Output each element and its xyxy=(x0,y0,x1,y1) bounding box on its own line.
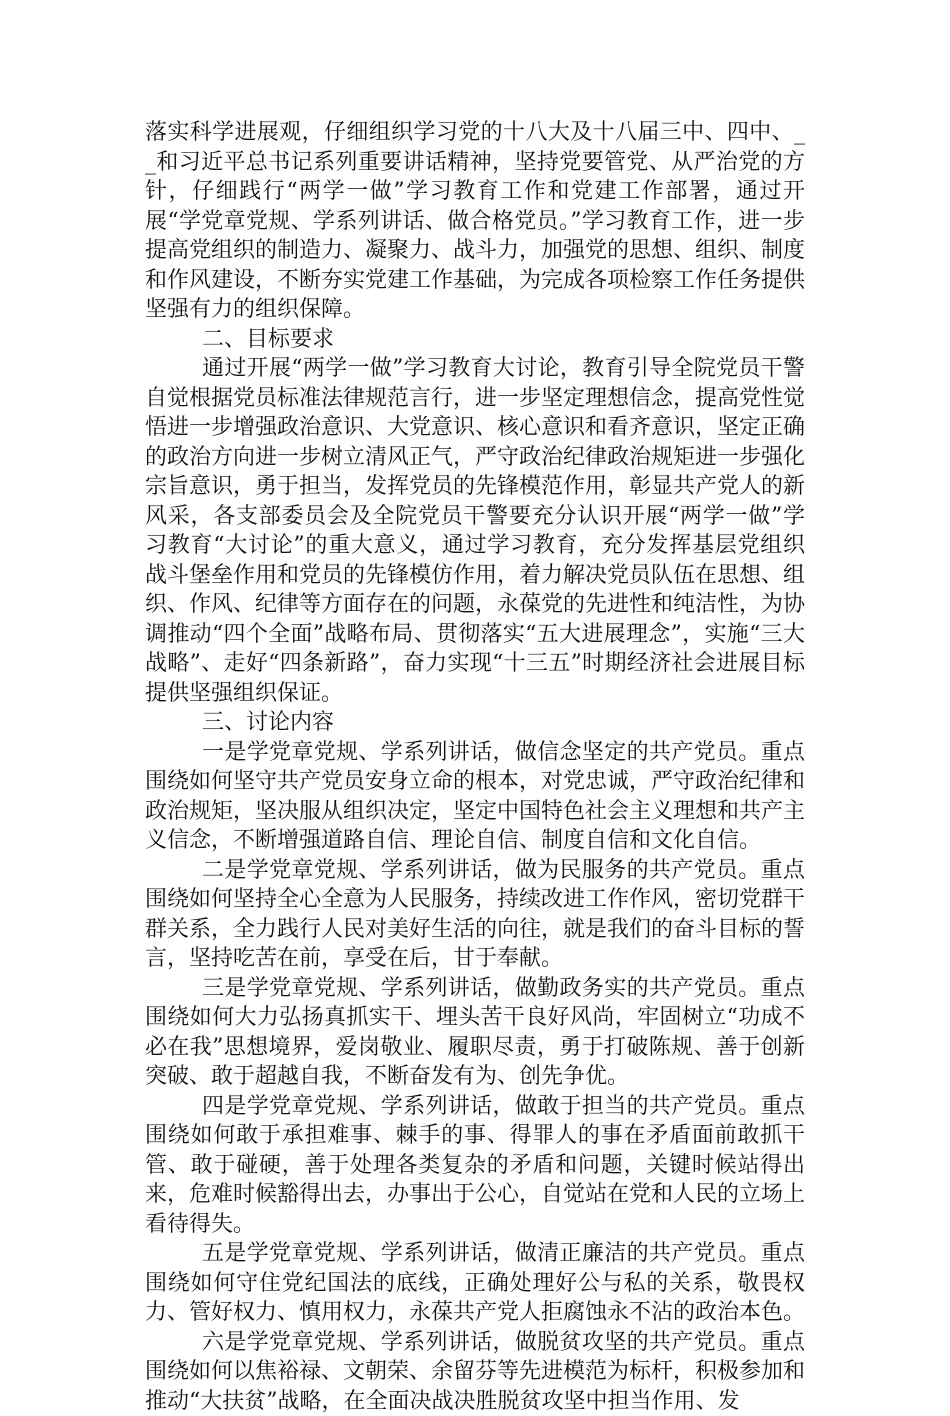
discussion-item-3: 三是学党章党规、学系列讲话，做勤政务实的共产党员。重点围绕如何大力弘扬真抓实干、埋头苦干良好风尚，牢固树立“功成不必在我”思想境界，爱岗敬业、履职尽责，勇于打破陈规、善于创新突破、敢于超越自我，不断奋发有为、创先争优。 xyxy=(145,974,805,1092)
discussion-item-2: 二是学党章党规、学系列讲话，做为民服务的共产党员。重点围绕如何坚持全心全意为人民服务，持续改进工作作风，密切党群干群关系，全力践行人民对美好生活的向往，就是我们的奋斗目标的誓言，坚持吃苦在前，享受在后，甘于奉献。 xyxy=(145,856,805,974)
discussion-item-5: 五是学党章党规、学系列讲话，做清正廉洁的共产党员。重点围绕如何守住党纪国法的底线，正确处理好公与私的关系，敬畏权力、管好权力、慎用权力，永葆共产党人拒腐蚀永不沾的政治本色。 xyxy=(145,1239,805,1328)
discussion-item-4: 四是学党章党规、学系列讲话，做敢于担当的共产党员。重点围绕如何敢于承担难事、棘手的事、得罪人的事在矛盾面前敢抓干管、敢于碰硬，善于处理各类复杂的矛盾和问题，关键时候站得出来，危难时候豁得出去，办事出于公心，自觉站在党和人民的立场上看待得失。 xyxy=(145,1092,805,1240)
discussion-item-6: 六是学党章党规、学系列讲话，做脱贫攻坚的共产党员。重点围绕如何以焦裕禄、文朝荣、余留芬等先进模范为标杆，积极参加和推动“大扶贫”战略，在全面决战决胜脱贫攻坚中担当作用、发 xyxy=(145,1328,805,1416)
document-body xyxy=(145,118,805,1416)
discussion-item-1: 一是学党章党规、学系列讲话，做信念坚定的共产党员。重点围绕如何坚守共产党员安身立命的根本，对党忠诚，严守政治纪律和政治规矩，坚决服从组织决定，坚定中国特色社会主义理想和共产主义信念，不断增强道路自信、理论自信、制度自信和文化自信。 xyxy=(145,738,805,856)
intro-paragraph: 落实科学进展观，仔细组织学习党的十八大及十八届三中、四中、_ _和习近平总书记系列重要讲话精神，坚持党要管党、从严治党的方针，仔细践行“两学一做”学习教育工作和党建工作部署，通过开展“学党章党规、学系列讲话、做合格党员。”学习教育工作，进一步提高党组织的制造力、凝聚力、战斗力，加强党的思想、组织、制度和作风建设，不断夯实党建工作基础，为完成各项检察工作任务提供坚强有力的组织保障。 xyxy=(145,118,805,325)
goals-paragraph: 通过开展“两学一做”学习教育大讨论，教育引导全院党员干警自觉根据党员标准法律规范言行，进一步坚定理想信念，提高党性觉悟进一步增强政治意识、大党意识、核心意识和看齐意识，坚定正确的政治方向进一步树立清风正气，严守政治纪律政治规矩进一步强化宗旨意识，勇于担当，发挥党员的先锋模范作用，彰显共产党人的新风采，各支部委员会及全院党员干警要充分认识开展“两学一做”学习教育“大讨论”的重大意义，通过学习教育，充分发挥基层党组织战斗堡垒作用和党员的先锋模仿作用，着力解决党员队伍在思想、组织、作风、纪律等方面存在的问题，永葆党的先进性和纯洁性，为协调推动“四个全面”战略布局、贯彻落实“五大进展理念”，实施“三大战略”、走好“四条新路”，奋力实现“十三五”时期经济社会进展目标提供坚强组织保证。 xyxy=(145,354,805,708)
section-heading-goals: 二、目标要求 xyxy=(145,325,805,355)
section-heading-discussion: 三、讨论内容 xyxy=(145,708,805,738)
